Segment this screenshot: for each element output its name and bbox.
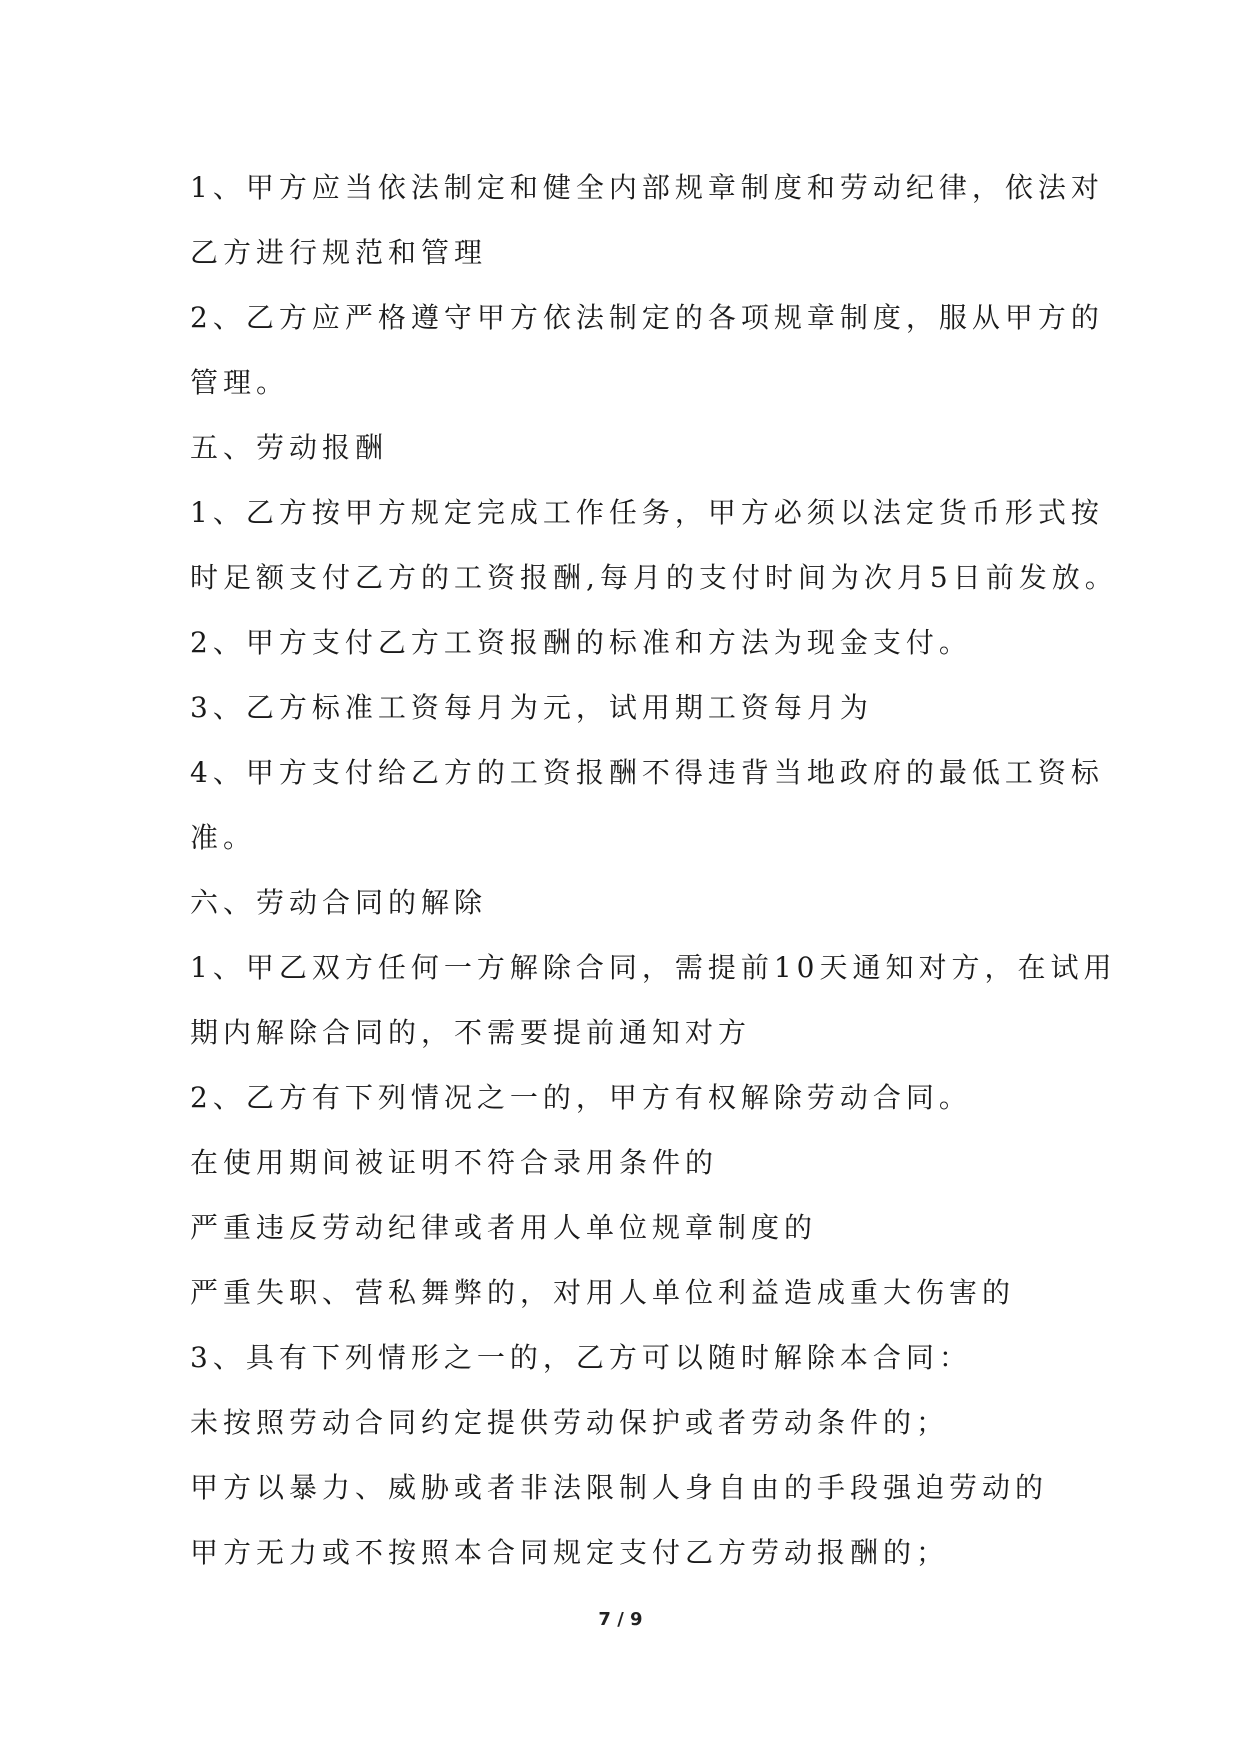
- text-line: 期内解除合同的，不需要提前通知对方: [190, 1016, 752, 1049]
- text-line: 严重违反劳动纪律或者用人单位规章制度的: [190, 1211, 818, 1244]
- document-body: [190, 155, 1118, 1585]
- text-line: 时足额支付乙方的工资报酬,每月的支付时间为次月5日前发放。: [190, 561, 1118, 594]
- text-line: 3、具有下列情形之一的，乙方可以随时解除本合同：: [190, 1341, 972, 1374]
- text-line: 准。: [190, 821, 257, 854]
- text-line: 乙方进行规范和管理: [190, 236, 488, 269]
- text-line: 2、乙方应严格遵守甲方依法制定的各项规章制度，服从甲方的: [190, 301, 1104, 334]
- text-line: 1、甲乙双方任何一方解除合同，需提前10天通知对方，在试用: [190, 951, 1117, 984]
- page-number: 7 / 9: [598, 1609, 643, 1630]
- text-line: 1、乙方按甲方规定完成工作任务，甲方必须以法定货币形式按: [190, 496, 1104, 529]
- text-line: 1、甲方应当依法制定和健全内部规章制度和劳动纪律，依法对: [190, 171, 1104, 204]
- text-line: 3、乙方标准工资每月为元，试用期工资每月为: [190, 691, 873, 724]
- text-line: 在使用期间被证明不符合录用条件的: [190, 1146, 719, 1179]
- text-line: 严重失职、营私舞弊的，对用人单位利益造成重大伤害的: [190, 1276, 1016, 1309]
- section-heading: 五、劳动报酬: [190, 431, 389, 464]
- text-line: 2、乙方有下列情况之一的，甲方有权解除劳动合同。: [190, 1081, 972, 1114]
- text-line: 管理。: [190, 366, 290, 399]
- text-line: 甲方以暴力、威胁或者非法限制人身自由的手段强迫劳动的: [190, 1471, 1049, 1504]
- text-line: 4、甲方支付给乙方的工资报酬不得违背当地政府的最低工资标: [190, 756, 1104, 789]
- text-line: 甲方无力或不按照本合同规定支付乙方劳动报酬的；: [190, 1536, 950, 1569]
- section-heading: 六、劳动合同的解除: [190, 886, 488, 919]
- text-line: 2、甲方支付乙方工资报酬的标准和方法为现金支付。: [190, 626, 972, 659]
- text-line: 未按照劳动合同约定提供劳动保护或者劳动条件的；: [190, 1406, 950, 1439]
